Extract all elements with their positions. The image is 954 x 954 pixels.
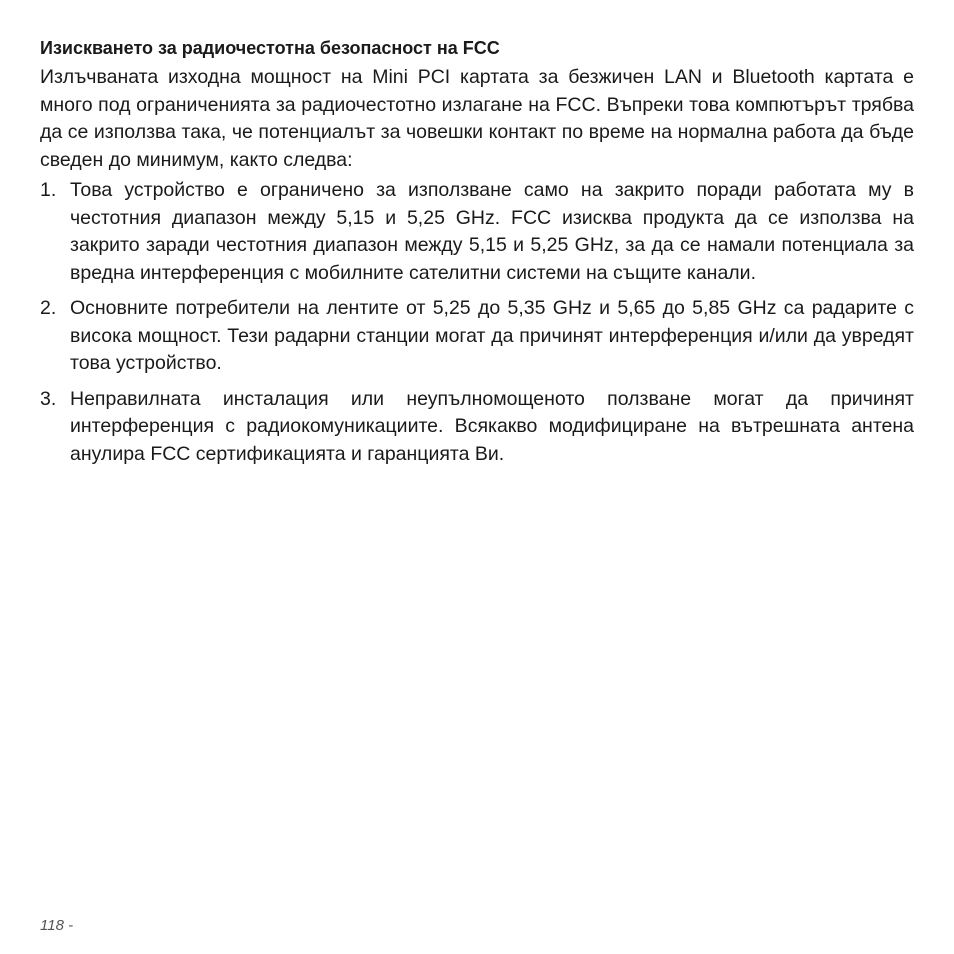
list-item-text: Неправилната инсталация или неупълномощеното ползване могат да причинят интерференция с радиокомуникациите. Всякакво модифициране на вътрешната антена анулира FCC сертификацията и гаранцията Ви. (70, 387, 914, 465)
list-item (40, 177, 914, 287)
intro-paragraph: Излъчваната изходна мощност на Mini PCI картата за безжичен LAN и Bluetooth картата е много под ограниченията за радиочестотно излагане на FCC. Въпреки това компютърът трябва да се използва така, че потенциалът за човешки контакт по време на нормална работа да бъде сведен до минимум, както следва: (40, 66, 914, 171)
list-item-number: 2. (40, 297, 57, 319)
document-page (40, 36, 914, 476)
list-item-number: 3. (40, 387, 57, 410)
list-item-text: Основните потребители на лентите от 5,25 до 5,35 GHz и 5,65 до 5,85 GHz са радарите с висока мощност. Тези радарни станции могат да причинят интерференция и/или да увредят това устройство. (70, 297, 914, 374)
list-item (40, 295, 914, 378)
list-item (40, 386, 914, 469)
section-title: Изискването за радиочестотна безопасност на FCC (40, 38, 500, 58)
page-number: 118 - (40, 917, 74, 934)
list-item-text: Това устройство е ограничено за използване само на закрито поради работата му в честотния диапазон между 5,15 и 5,25 GHz. FCC изисква продукта да се използва на закрито заради честотния диапазон между 5,15 и 5,25 GHz, за да се намали потенциала за вредна интерференция с мобилните сателитни системи на същите канали. (70, 179, 914, 284)
requirements-list (40, 177, 914, 468)
list-item-number: 1. (40, 179, 57, 201)
